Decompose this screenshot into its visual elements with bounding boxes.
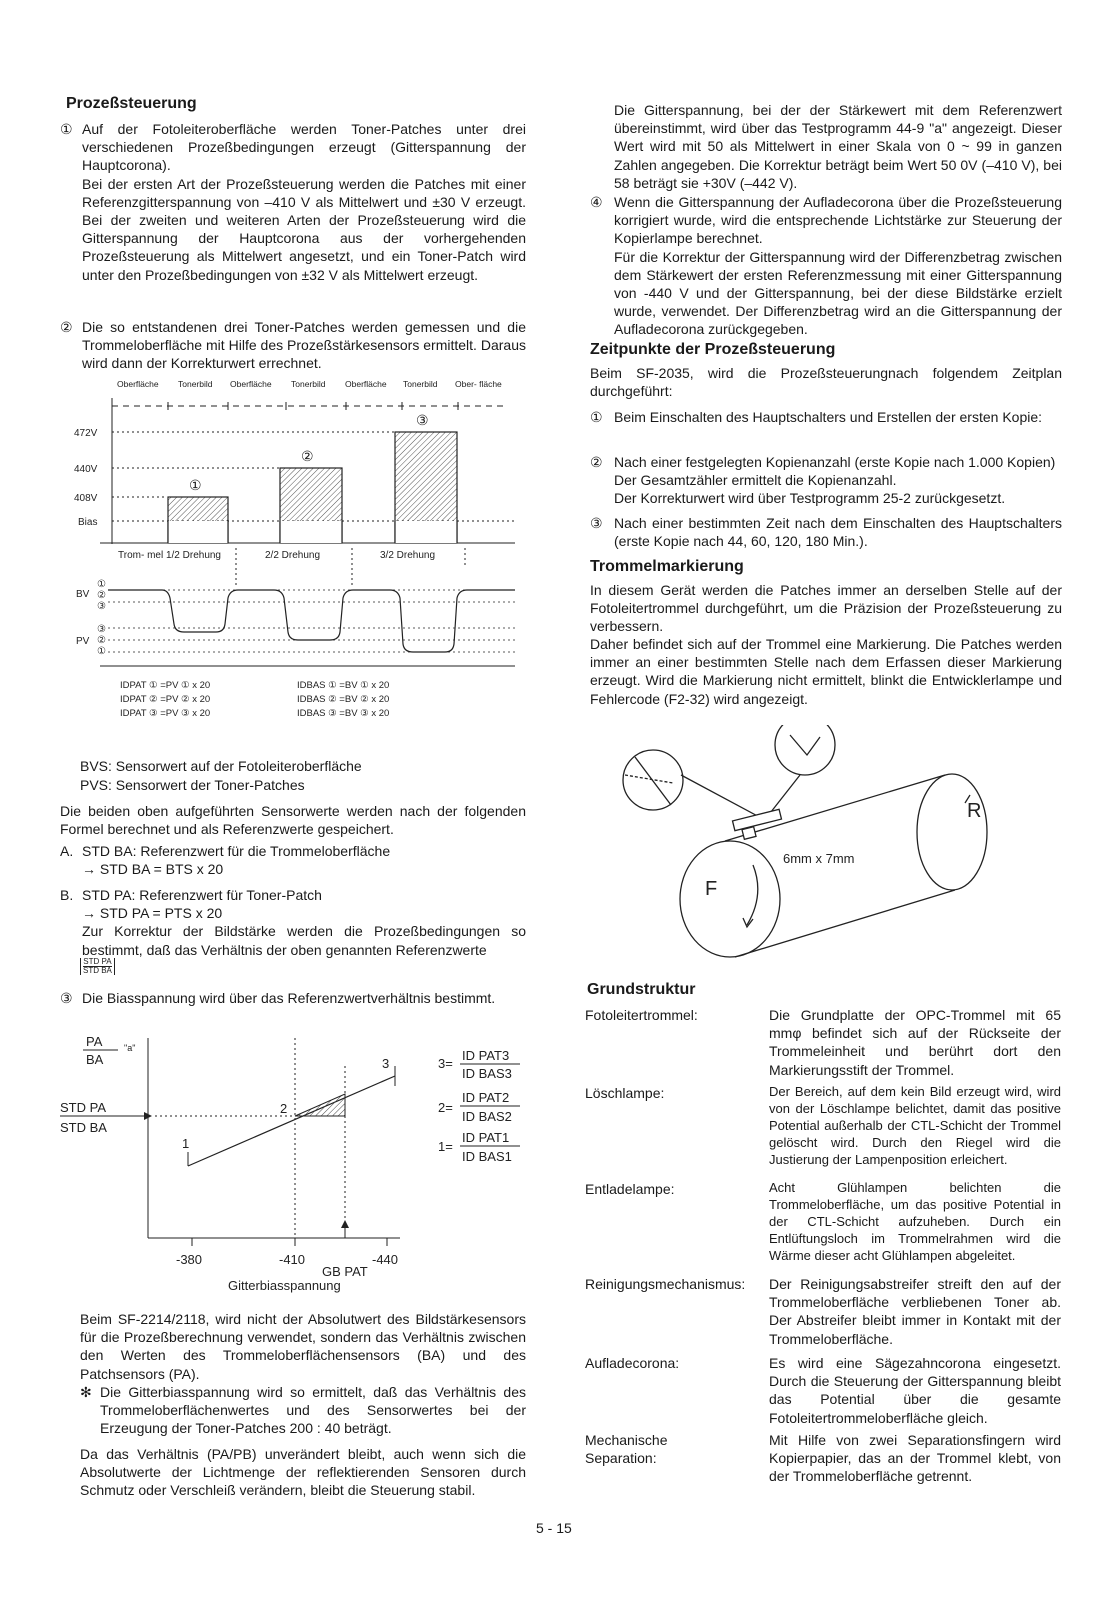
drum-end-left bbox=[680, 841, 780, 957]
pv-number: ② bbox=[97, 635, 106, 646]
item-number: ② bbox=[590, 454, 603, 470]
item-number: ③ bbox=[590, 515, 603, 531]
pv-number: ③ bbox=[97, 624, 106, 635]
item-number: ④ bbox=[590, 194, 603, 210]
rotation-label: 3/2 Drehung bbox=[380, 550, 436, 561]
axis-suffix: "a" bbox=[124, 1043, 136, 1053]
list-item-2 bbox=[60, 318, 526, 373]
structure-value: Es wird eine Sägezahncorona eingesetzt. Durch die Steuerung der Gitterspannung bleibt das Potential über die gesamte Fotoleitertrommeloberfläche gleich. bbox=[769, 1355, 1061, 1426]
schedule-item-3 bbox=[590, 514, 1062, 550]
item-label: B. bbox=[60, 887, 74, 903]
axis-pa: PA bbox=[86, 1034, 103, 1049]
structure-label: Fotoleitertrommel: bbox=[585, 1007, 698, 1023]
x-tick: -380 bbox=[176, 1252, 203, 1267]
top-label: Tonerbild bbox=[178, 379, 213, 389]
paragraph: Da das Verhältnis (PA/PB) unverändert bleibt, auch wenn sich die Absolutwerte der Lichtmenge der reflektierenden Sensoren durch Schmutz oder Verschleiß verändern, bleibt die Steuerung stabil. bbox=[80, 1446, 526, 1499]
paragraph: STD PA: Referenzwert für Toner-Patch bbox=[82, 887, 322, 903]
ratio-fraction bbox=[80, 958, 115, 975]
formula: IDPAT ② =PV ② x 20 bbox=[120, 694, 211, 705]
schedule-item-2 bbox=[590, 453, 1062, 508]
equation-top: ID PAT2 bbox=[462, 1090, 510, 1105]
equation-top: ID PAT1 bbox=[462, 1130, 510, 1145]
formula: IDPAT ① =PV ① x 20 bbox=[120, 680, 211, 691]
section-title-zeitpunkte: Zeitpunkte der Prozeßsteuerung bbox=[590, 341, 836, 358]
equation-lhs: 3= bbox=[438, 1056, 453, 1071]
marker-sensor bbox=[733, 809, 782, 830]
paragraph: STD BA: Referenzwert für die Trommeloberfläche bbox=[82, 843, 391, 859]
top-label: Ober- fläche bbox=[455, 379, 502, 389]
formula: IDBAS ③ =BV ③ x 20 bbox=[297, 708, 390, 719]
rotation-arrow bbox=[747, 865, 758, 925]
item-label: A. bbox=[60, 843, 74, 859]
top-label: Oberfläche bbox=[230, 379, 272, 389]
section-title-trommelmarkierung: Trommelmarkierung bbox=[590, 558, 744, 575]
item-number: ① bbox=[590, 409, 603, 425]
formula: IDBAS ② =BV ② x 20 bbox=[297, 694, 390, 705]
paragraph: Für die Korrektur der Gitterspannung wird der Differenzbetrag zwischen dem Stärkewert der ersten Referenzmessung mit einer Gitterspannung von -440 V und der Gitterspannung, bei der diese Bildstärke erzielt wurde, verwendet. Der Differenzbetrag wird an die Gitterspannung der Aufladecorona zurückgegeben. bbox=[614, 248, 1062, 338]
voltage-label: Bias bbox=[78, 517, 98, 528]
paragraph: Die beiden oben aufgeführten Sensorwerte werden nach der folgenden Formel berechnet und als Referenzwerte gespeichert. bbox=[60, 803, 526, 838]
fraction-bottom: STD BA bbox=[83, 966, 112, 975]
pv-number: ① bbox=[97, 646, 106, 657]
item-number: ② bbox=[60, 319, 73, 335]
equation-bottom: ID BAS2 bbox=[462, 1109, 512, 1124]
item-number: ③ bbox=[60, 990, 73, 1006]
structure-value: Der Bereich, auf dem kein Bild erzeugt wird, wird von der Löschlampe belichtet, damit das positive Potential außerhalb der CTL-Schicht der Trommel gelöscht wird. Durch den Riegel wird die Justierung der Lampenposition erleichert. bbox=[769, 1084, 1061, 1167]
patch-number: ② bbox=[301, 448, 314, 464]
paragraph: Der Gesamtzähler ermittelt die Kopienanzahl. bbox=[614, 472, 897, 489]
list-item-1 bbox=[60, 120, 526, 284]
bias-voltage-graph bbox=[60, 1026, 530, 1296]
rotation-label: Trom- mel 1/2 Drehung bbox=[118, 550, 221, 561]
point-label: 2 bbox=[280, 1101, 288, 1116]
point-label: 3 bbox=[382, 1056, 390, 1071]
magnifier-top bbox=[775, 725, 835, 775]
gb-pat-label: GB PAT bbox=[322, 1264, 368, 1279]
top-label: Oberfläche bbox=[345, 379, 387, 389]
drum-label-f: F bbox=[705, 878, 718, 900]
fraction-top: STD PA bbox=[83, 957, 112, 966]
paragraph: Die Biasspannung wird über das Referenzwertverhältnis bestimmt. bbox=[82, 990, 496, 1006]
paragraph: Die Gitterspannung, bei der der Stärkewert mit dem Referenzwert übereinstimmt, wird über das Testprogramm 44-9 "a" angezeigt. Dieser Wert wird mit 50 als Mittelwert in einer Skala von 0 ~ 99 in ganzen Zahlen angegeben. Die Korrektur beträgt beim Wert 50 0V (–410 V), bei 58 beträgt sie +30V (–442 V). bbox=[614, 102, 1062, 191]
rotation-label: 2/2 Drehung bbox=[265, 550, 321, 561]
structure-label: Aufladecorona: bbox=[585, 1355, 680, 1371]
equation-bottom: ID BAS1 bbox=[462, 1149, 512, 1164]
list-item-a bbox=[60, 842, 526, 878]
paragraph: Auf der Fotoleiteroberfläche werden Toner-Patches unter drei verschiedenen Prozeßbedingungen erzeugt (Gitterspannung der Hauptcorona). bbox=[82, 121, 526, 174]
marker-size: 6mm x 7mm bbox=[783, 851, 855, 866]
voltage-label: 440V bbox=[74, 464, 98, 475]
voltage-label: 408V bbox=[74, 493, 98, 504]
equation-bottom: ID BAS3 bbox=[462, 1066, 512, 1081]
page-number: 5 - 15 bbox=[536, 1520, 572, 1536]
paragraph: Der Korrekturwert wird über Testprogramm 25-2 zurückgesetzt. bbox=[614, 490, 1006, 507]
drum-label-r: R bbox=[967, 800, 982, 822]
x-axis-label: Gitterbiasspannung bbox=[228, 1278, 341, 1293]
axis-ba: BA bbox=[86, 1052, 104, 1067]
drum-end-right bbox=[917, 774, 987, 890]
pvs-definition: PVS: Sensorwert der Toner-Patches bbox=[80, 777, 305, 793]
bv-number: ③ bbox=[97, 601, 106, 612]
hatched-area bbox=[295, 1094, 345, 1116]
equation-lhs: 2= bbox=[438, 1100, 453, 1115]
structure-label: Entladelampe: bbox=[585, 1181, 675, 1197]
paragraph: In diesem Gerät werden die Patches immer an derselben Stelle auf der Fotoleitertrommel durchgeführt, um die Präzision der Prozeßsteuerung zu verbessern. bbox=[590, 582, 1062, 635]
item-number: ① bbox=[60, 121, 73, 137]
paragraph: Nach einer bestimmten Zeit nach dem Einschalten des Hauptschalters (erste Kopie nach 44, 60, 120, 180 Min.). bbox=[614, 515, 1062, 550]
list-item-4 bbox=[590, 193, 1062, 339]
list-item-3 bbox=[60, 989, 526, 1007]
drum-illustration bbox=[615, 725, 1035, 965]
formula: IDPAT ③ =PV ③ x 20 bbox=[120, 708, 211, 719]
structure-value: Mit Hilfe von zwei Separationsfingern wird Kopierpapier, das an der Trommel klebt, von der Trommeloberfläche getrennt. bbox=[769, 1432, 1061, 1485]
structure-label: Reinigungsmechanismus: bbox=[585, 1276, 746, 1292]
equation-top: ID PAT3 bbox=[462, 1048, 510, 1063]
section-title-grundstruktur: Grundstruktur bbox=[587, 981, 696, 998]
patch-number: ① bbox=[189, 477, 202, 493]
std-pa-label: STD PA bbox=[60, 1100, 106, 1115]
paragraph: Beim SF-2214/2118, wird nicht der Absolutwert des Bildstärkesensors für die Prozeßberechnung verwendet, sondern das Verhältnis zwischen den Werten des Trommeloberflächensensors (BA) und des Patchsensors (PA). bbox=[80, 1311, 526, 1382]
voltage-label: 472V bbox=[74, 428, 98, 439]
bv-number: ② bbox=[97, 590, 106, 601]
top-label: Tonerbild bbox=[291, 379, 326, 389]
bv-label: BV bbox=[76, 589, 90, 600]
paragraph: Bei der ersten Art der Prozeßsteuerung werden die Patches mit einer Referenzgitterspannung von –410 V als Mittelwert und ±30 V erzeugt. Bei der zweiten und weiteren Arten der Prozeßsteuerung wird die Gitterspannung der Hauptcorona aus der vorhergehenden Prozeßsteuerung als Mittelwert angesetzt, und ein Toner-Patch wird unter den Prozeßbedingungen von ±32 V als Mittelwert erzeugt. bbox=[82, 175, 526, 283]
bvs-definition: BVS: Sensorwert auf der Fotoleiteroberfläche bbox=[80, 758, 362, 774]
top-label: Oberfläche bbox=[117, 379, 159, 389]
equation-lhs: 1= bbox=[438, 1139, 453, 1154]
paragraph: Daher befindet sich auf der Trommel eine Markierung. Die Patches werden immer an einer bestimmten Stelle nach dem Erfassen dieser Markierung erzeugt. Wird die Markierung nicht ermittelt, blinkt die Entwicklerlampe und Fehlercode (F2-32) wird angezeigt. bbox=[590, 636, 1062, 707]
section-title-prozesssteuerung: Prozeßsteuerung bbox=[66, 95, 197, 112]
paragraph: Nach einer festgelegten Kopienanzahl (erste Kopie nach 1.000 Kopien) bbox=[614, 454, 1056, 470]
pv-label: PV bbox=[76, 636, 90, 647]
structure-value: Acht Glühlampen belichten die Trommeloberfläche, um das positive Potential in der CTL-Schicht aufzuheben. Durch ein Entlüftungsloch im Trommelrahmen wird die Wärme dieser acht Glühlampen abgeleitet. bbox=[769, 1180, 1061, 1263]
formula: → STD PA = PTS x 20 bbox=[82, 905, 223, 922]
schedule-item-1 bbox=[590, 408, 1062, 426]
top-label: Tonerbild bbox=[403, 379, 438, 389]
list-item-b bbox=[60, 886, 526, 959]
paragraph: Wenn die Gitterspannung der Aufladecorona über die Prozeßsteuerung korrigiert wurde, wird die entsprechende Lichtstärke zur Steuerung der Kopierlampe berechnet. bbox=[614, 194, 1062, 247]
formula: → STD BA = BTS x 20 bbox=[82, 861, 224, 878]
sensor-waveform bbox=[108, 590, 515, 652]
paragraph: Beim Einschalten des Hauptschalters und Erstellen der ersten Kopie: bbox=[614, 409, 1043, 425]
structure-label: Mechanische Separation: bbox=[585, 1432, 668, 1467]
patch-number: ③ bbox=[416, 412, 429, 428]
paragraph: Die Gitterbiasspannung wird so ermittelt, daß das Verhältnis des Trommeloberflächenwertes und des Sensorwertes bei der Erzeugung der Toner-Patches 200 : 40 beträgt. bbox=[100, 1384, 526, 1437]
formula: IDBAS ① =BV ① x 20 bbox=[297, 680, 390, 691]
structure-label: Löschlampe: bbox=[585, 1085, 665, 1101]
std-ba-label: STD BA bbox=[60, 1120, 107, 1135]
process-control-diagram bbox=[60, 376, 530, 726]
paragraph: Zur Korrektur der Bildstärke werden die Prozeßbedingungen so bestimmt, daß das Verhältnis der oben genannten Referenzwerte bbox=[82, 923, 526, 958]
paragraph: Beim SF-2035, wird die Prozeßsteuerungnach folgendem Zeitplan durchgeführt: bbox=[590, 365, 1062, 400]
structure-value: Der Reinigungsabstreifer streift den auf der Trommeloberfläche verbliebenen Toner ab. Der Abstreifer bleibt immer in Kontakt mit der Trommeloberfläche. bbox=[769, 1276, 1061, 1347]
point-label: 1 bbox=[182, 1136, 190, 1151]
structure-value: Die Grundplatte der OPC-Trommel mit 65 mmφ befindet sich auf der Rückseite der Trommeleinheit und berührt dort den Markierungsstift der Trommel. bbox=[769, 1007, 1061, 1078]
ratio-line bbox=[188, 1076, 395, 1166]
bv-number: ① bbox=[97, 579, 106, 590]
x-tick: -410 bbox=[279, 1252, 306, 1267]
paragraph: Die so entstandenen drei Toner-Patches werden gemessen und die Trommeloberfläche mit Hilfe des Prozeßstärkesensors ermittelt. Daraus wird dann der Korrekturwert errechnet. bbox=[82, 319, 526, 372]
note-star: ✻ bbox=[80, 1384, 92, 1400]
x-tick: -440 bbox=[372, 1252, 399, 1267]
note-item bbox=[80, 1383, 526, 1438]
